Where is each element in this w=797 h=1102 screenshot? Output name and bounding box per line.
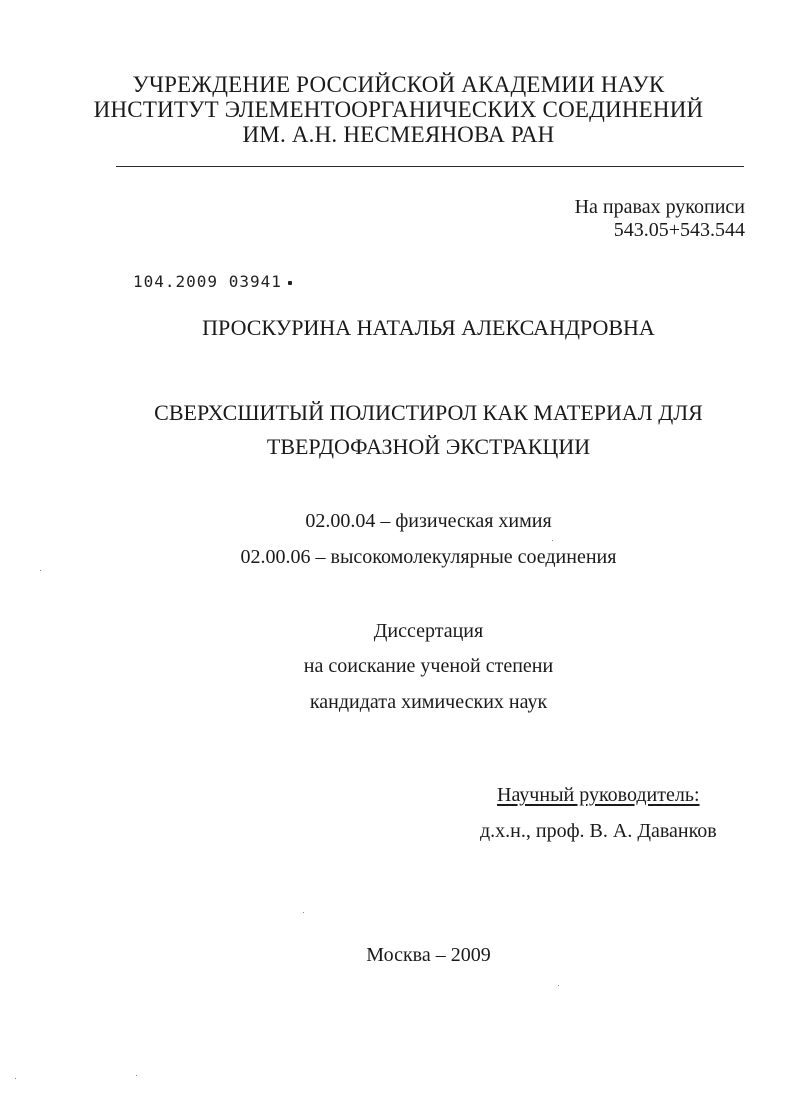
thesis-title-line-1: СВЕРХСШИТЫЙ ПОЛИСТИРОЛ КАК МАТЕРИАЛ ДЛЯ bbox=[154, 400, 703, 425]
institution-line-3: ИМ. А.Н. НЕСМЕЯНОВА РАН bbox=[242, 122, 555, 147]
degree-line-1: Диссертация bbox=[373, 620, 484, 642]
degree-line-2: на соискание ученой степени bbox=[303, 655, 554, 677]
scan-speck bbox=[558, 985, 559, 986]
udc-code: 543.05+543.544 bbox=[613, 219, 745, 241]
archive-stamp bbox=[133, 272, 292, 291]
scan-speck bbox=[40, 570, 41, 571]
supervisor-label: Научный руководитель: bbox=[497, 784, 700, 806]
degree-line-3: кандидата химических наук bbox=[309, 691, 548, 713]
manuscript-rights: На правах рукописи bbox=[574, 196, 745, 218]
author-name: ПРОСКУРИНА НАТАЛЬЯ АЛЕКСАНДРОВНА bbox=[202, 315, 655, 340]
scan-speck bbox=[136, 1075, 137, 1076]
header-divider bbox=[116, 166, 744, 167]
stamp-dot-icon bbox=[288, 281, 292, 285]
institution-line-1: УЧРЕЖДЕНИЕ РОССИЙСКОЙ АКАДЕМИИ НАУК bbox=[132, 72, 665, 97]
scan-speck bbox=[552, 540, 553, 541]
specialty-1: 02.00.04 – физическая химия bbox=[305, 510, 552, 532]
thesis-title-line-2: ТВЕРДОФАЗНОЙ ЭКСТРАКЦИИ bbox=[266, 434, 591, 459]
archive-stamp-text: 104.2009 03941 bbox=[133, 272, 282, 291]
specialty-2: 02.00.06 – высокомолекулярные соединения bbox=[240, 546, 617, 568]
scan-speck bbox=[303, 912, 304, 913]
city-year: Москва – 2009 bbox=[366, 944, 491, 966]
supervisor-name: д.х.н., проф. В. А. Даванков bbox=[480, 820, 717, 842]
scan-speck bbox=[15, 1078, 16, 1079]
institution-line-2: ИНСТИТУТ ЭЛЕМЕНТООРГАНИЧЕСКИХ СОЕДИНЕНИЙ bbox=[93, 97, 704, 122]
